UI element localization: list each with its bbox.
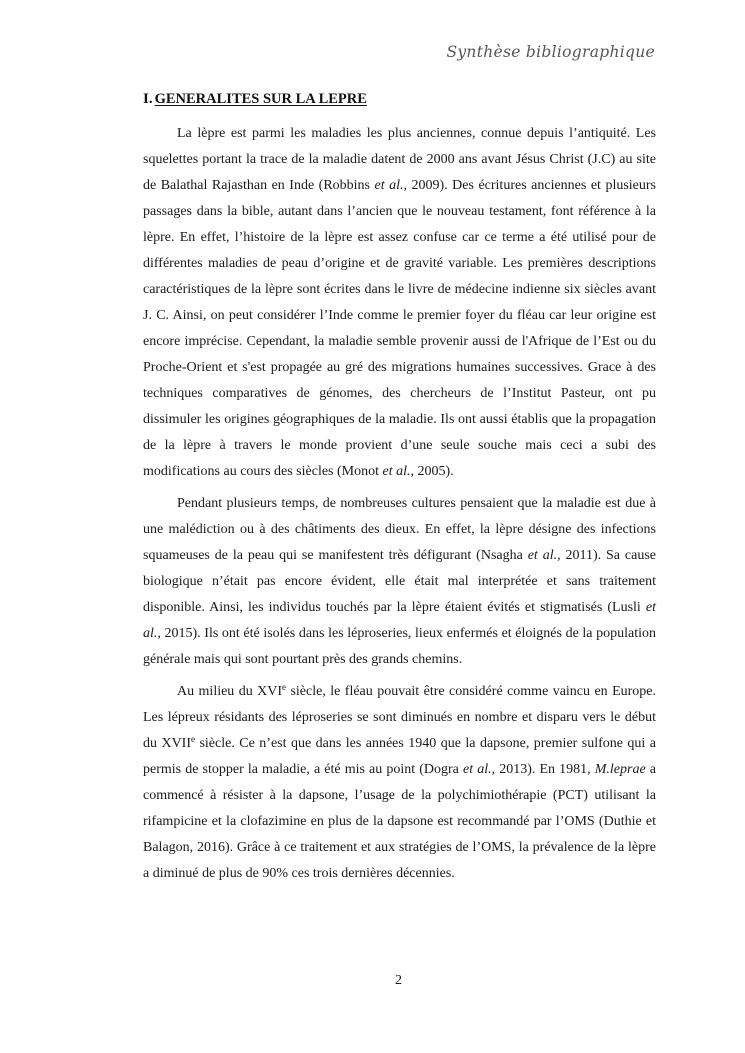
citation-etal: et al. (143, 600, 656, 641)
paragraph-text: , 2013). En 1981, (491, 762, 595, 777)
section-number: I. (143, 91, 153, 107)
paragraph-2 (143, 491, 656, 673)
paragraph-text: , 2005). (410, 464, 454, 479)
citation-etal: et al. (527, 548, 558, 563)
citation-etal: et al. (382, 464, 411, 479)
paragraph-text: , 2009). Des écritures anciennes et plusieurs passages dans la bible, autant dans l’ancien que le nouveau testament, font référence à la lèpre. En effet, l’histoire de la lèpre est assez confuse car ce terme a été utilisé pour de différentes maladies de peau d’origine et de gravité variable. Les premières descriptions caractéristiques de la lèpre sont écrites dans le livre de médecine indienne six siècles avant J. C. Ainsi, on peut considérer l’Inde comme le premier foyer du fléau car leur origine est encore imprécise. Cependant, la maladie semble provenir aussi de l'Afrique de l’Est ou du Proche-Orient et s'est propagée au gré des migrations humaines successives. Grace à des techniques comparatives de génomes, des chercheurs de l’Institut Pasteur, ont pu dissimuler les origines géographiques de la maladie. Ils ont aussi établis que la propagation de la lèpre à travers le monde provient d’une seule souche mais ceci a subi des modifications au cours des siècles (Monot (143, 178, 656, 479)
paragraph-text: siècle, le fléau pouvait être considéré comme vaincu en Europe. Les lépreux résidants des léproseries se sont diminués en nombre et disparu vers le début du XVII (143, 684, 657, 751)
section-title: GENERALITES SUR LA LEPRE (154, 91, 367, 107)
section-heading (143, 91, 367, 108)
body-text (143, 121, 656, 893)
paragraph-3 (143, 679, 656, 887)
page-number: 2 (395, 973, 402, 988)
paragraph-text: siècle. Ce n’est que dans les années 1940 que la dapsone, premier sulfone qui a permis de stopper la maladie, a été mis au point (Dogra (143, 736, 656, 777)
paragraph-text: , 2011). Sa cause biologique n’était pas encore évident, elle était mal interprétée et sans traitement disponible. Ainsi, les individus touchés par la lèpre étaient évités et stigmatisés (Lusli (143, 548, 656, 615)
paragraph-text: , 2015). Ils ont été isolés dans les léproseries, lieux enfermés et éloignés de la population générale mais qui sont pourtant près des grands chemins. (143, 626, 656, 667)
citation-etal: et al. (374, 178, 404, 193)
paragraph-text: Pendant plusieurs temps, de nombreuses cultures pensaient que la maladie est due à une malédiction ou à des châtiments des dieux. En effet, la lèpre désigne des infections squameuses de la peau qui se manifestent très défigurant (Nsagha (143, 496, 656, 563)
running-header: Synthèse bibliographique (446, 43, 655, 61)
paragraph-text: La lèpre est parmi les maladies les plus anciennes, connue depuis l’antiquité. Les squelettes portant la trace de la maladie datent de 2000 ans avant Jésus Christ (J.C) au site de Balathal Rajasthan en Inde (Robbins (143, 126, 656, 193)
paragraph-text: Au milieu du XVI (177, 684, 283, 699)
paragraph-text: a commencé à résister à la dapsone, l’usage de la polychimiothérapie (PCT) utilisant la rifampicine et la clofazimine en plus de la dapsone est recommandé par l’OMS (Duthie et Balagon, 2016). Grâce à ce traitement et aux stratégies de l’OMS, la prévalence de la lèpre a diminué de plus de 90% ces trois dernières décennies. (143, 762, 657, 881)
superscript: e (282, 682, 287, 692)
superscript: e (191, 734, 195, 744)
citation-etal: et al. (463, 762, 492, 777)
paragraph-1 (143, 121, 656, 485)
species-name: M.leprae (594, 762, 646, 777)
